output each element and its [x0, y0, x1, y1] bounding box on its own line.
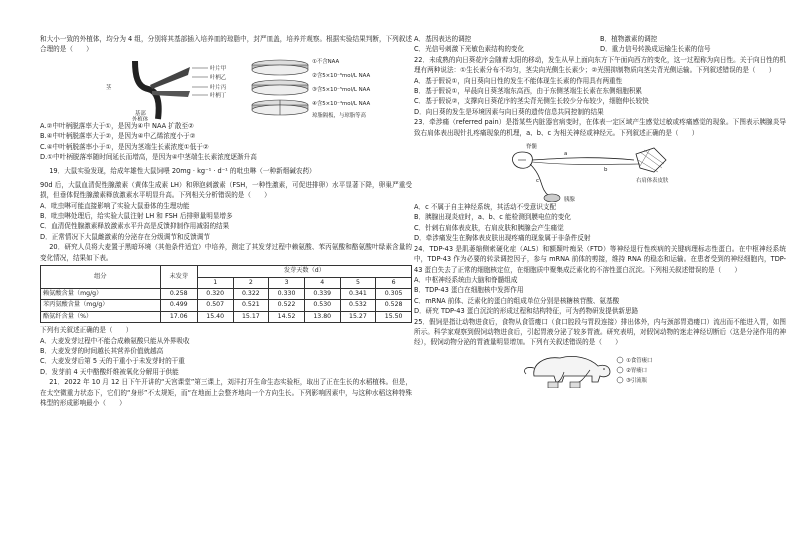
table-day: 4	[304, 277, 340, 288]
nerve-a-path	[532, 158, 634, 160]
legend-esophageal-fistula: ①食管瘘口	[626, 357, 653, 364]
table-days-header: 发芽天数（d）	[197, 266, 411, 277]
q25-stem: 25．假饲是指让动物进食后，食物从食管瘘口（食口腔段与胃段连接）排出体外，内与颈部胃造瘘口）流出而不能进入胃，如图所示。科学家观察到假饲动物进食后，引起胃液分泌了较多胃液。研究表明，对假饲动物的迷走神经切断后（这是分泌作用的神经），假饲动物分泌的胃液量明显增加。下列有关叙述错误的是（ ）	[414, 317, 786, 347]
q23-option-c: C．针刺右肩体表皮肤，右肩皮肤和胰腺会产生痛觉	[414, 223, 564, 232]
explant-figure	[40, 55, 412, 121]
q21-options-row-1	[414, 34, 786, 44]
sham-feeding-figure	[414, 348, 786, 388]
collection-bottle	[548, 382, 558, 388]
q22-option-b: B．基于假说①，早晨向日葵茎端东高西，由于东侧茎端生长素在东侧细胞积累	[414, 87, 643, 96]
q20-option-d: D．发芽前 4 天中酪酸纤维被氧化分解用于供能	[40, 367, 179, 376]
legend-drain-bottle: ③引流瓶	[626, 377, 648, 384]
label-dish-3: ③含5×10⁻⁵mol/L NAA	[312, 86, 371, 93]
q23-option-d: D．牵涉痛发生在胸体表皮肤出现疼痛的现象属于非条件反射	[414, 234, 591, 243]
q22-option-a: A．基于假说①，向日葵向日性的发生不能体现生长素的作用具有两重性	[414, 76, 623, 85]
table-day: 3	[269, 277, 305, 288]
sham-feeding-diagram	[414, 348, 786, 388]
q20-option-a: A．大麦发芽过程中不能合成赖氨酸只能从外界吸收	[40, 336, 190, 345]
table-row: 苯丙氨酸含量（mg/g） 0.499 0.507 0.521 0.522 0.530 0.532 0.528	[41, 300, 412, 311]
q24-option-d: D．研究 TDP-43 蛋白沉淀的形成过程和结构特征，可为药物研发提供新思路	[414, 307, 639, 316]
dish-group	[252, 60, 308, 115]
table-day: 6	[376, 277, 412, 288]
q19-option-b: B．吡虫啉处理后，给实验大鼠注射 LH 和 FSH 后排卵量明显增多	[40, 212, 233, 221]
q24-stem: 24．TDP-43 是肌萎缩侧索硬化症（ALS）和额颞叶痴呆（FTD）等神经退行性疾病的关键病理标志性蛋白。在中枢神经系统中，TDP-43 作为必要的转录调控因子，参与 mRNA 前体的剪接，维持 RNA 的稳态和运输。在患者受到的神经细胞内，TDP-43 蛋白失去了正常的细胞核定位，在细胞质中聚集成泛素化的不溶性蛋白沉淀。下列相关叙述错误的是（ ）	[414, 244, 786, 274]
q21-option-b: B．植物激素的调控	[600, 35, 658, 43]
q22-stem: 22．未成熟的向日葵花序会随着太阳的移动，发生从早上面向东方下午面向西方的变化，这一过程称为向日性。关于向日性的机理有两种说法：①生长素分布不均匀，茎尖向光侧生长素少；②光照抑制物质向茎尖背光侧运输。下列叙述错误的是（ ）	[414, 55, 786, 75]
left-column	[40, 34, 412, 408]
label-petiole-d: 叶柄丁	[210, 92, 227, 99]
label-skin: 右肩体表皮肤	[636, 178, 669, 185]
table-unsprouted-header: 未发芽	[160, 266, 197, 289]
q21-option-a: A．基因表达的调控	[414, 35, 472, 43]
label-a: a	[564, 151, 568, 158]
table-group-header: 组分	[41, 266, 161, 289]
table-day: 1	[197, 277, 233, 288]
label-leaf-a: 叶片甲	[210, 65, 227, 72]
label-dish-4: ④含5×10⁻⁴mol/L NAA	[312, 100, 371, 107]
label-explant: 外植体	[132, 116, 149, 121]
q19-option-d: D．正常情况下大鼠雌激素的分泌存在分级调节和反馈调节	[40, 232, 210, 241]
q20-option-c: C．大麦发芽后第 5 天的干重小于未发芽时的干重	[40, 357, 185, 366]
q19-option-a: A．吡虫啉可能直接影响了实验大鼠垂体的生理功能	[40, 201, 190, 210]
leaf-a-shape	[150, 67, 190, 89]
q21-option-c: C．光信号刺激下光敏色素结构的变化	[414, 45, 525, 54]
dog-shape	[534, 356, 610, 382]
nerve-b-path	[532, 162, 640, 165]
q24-option-a: A．中枢神经系统由大脑和脊髓组成	[414, 275, 518, 284]
q21-options-row-2	[414, 44, 786, 54]
q18-option-a: A.②中叶柄脱落率大于①，是因为④中 NAA 扩散至②	[40, 121, 194, 130]
nerve-c-path	[530, 164, 549, 196]
q21-option-d: D．重力信号转换成运输生长素的信号	[600, 45, 711, 54]
legend-gastric-fistula: ②胃瘘口	[626, 367, 648, 374]
q20-lead: 下列有关叙述正确的是（ ）	[40, 326, 133, 335]
q19-option-c: C．血清促性腺激素释放激素水平升高是反馈抑制作用减弱的结果	[40, 222, 230, 231]
q19-stem-a: 19．大鼠实验发现，给成年雄性大鼠饲喂 20mg · kg⁻¹ · d⁻¹ 的吡虫啉（一种新烟碱农药）	[49, 167, 316, 176]
table-row: 酪氨纤含量（%） 17.06 15.40 15.17 14.52 13.80 15.27 15.50	[41, 311, 412, 322]
q18-option-c: C.④中叶柄脱落率小于①，是因为茎端生长素浓度①低于②	[40, 142, 209, 151]
amino-acid-table	[40, 265, 412, 323]
label-dish-1: ①不含NAA	[312, 58, 340, 65]
q23-option-b: B．胰腺出现炎症时，a、b、c 能检测到膜电位的变化	[414, 213, 571, 222]
q18-intro: 和大小一致的外植体，均分为 4 组，分别将其基部插入培养皿的琼脂中，封严皿盖，培养并观察。根据实验结果判断，下列叙述合理的是（ ）	[40, 35, 412, 54]
label-spine: 脊髓	[526, 144, 537, 151]
q24-option-c: C．mRNA 前体、泛素化的蛋白的组成单位分别是核糖核苷酸、氨基酸	[414, 296, 620, 305]
label-base: 基部	[135, 110, 146, 117]
referred-pain-diagram	[414, 138, 786, 202]
q21-stem: 21．2022 年 10 月 12 日下午开讲的“天宫课堂”第三课上，刘洋打开生命生态实验柜，取出了正在生长的水稻植株。但是，在太空微重力状态下，它们的“身形”不太规矩，而“在地面上会整齐地向一个方向生长。下列影响因素中，与这种水稻这种特殊株型的形成影响最小（ ）	[40, 378, 412, 407]
table-row: 赖氨酸含量（mg/g） 0.258 0.320 0.322 0.330 0.339 0.341 0.305	[41, 288, 412, 299]
collection-bottle	[570, 382, 580, 388]
q20-stem: 20．研究人员将大麦置于黑暗环境（其他条件适宜）中培养，测定了其发芽过程中赖氨酸、苯丙氨酸和酪氨酸叶绿素含量的变化情况，结果如下表。	[40, 243, 412, 262]
q22-option-d: D．向日葵的发生是环境因素与向日葵的遗传信息共同控制的结果	[414, 107, 604, 116]
label-c: c	[536, 178, 539, 185]
explant-diagram	[40, 55, 412, 121]
label-leaf-c: 叶片丙	[210, 84, 227, 91]
q18-option-b: B.④中叶柄脱落率大于②，是因为④中乙烯浓度小于②	[40, 132, 196, 141]
table-day: 5	[340, 277, 376, 288]
q24-option-b: B．TDP-43 蛋白在细胞核中发挥作用	[414, 286, 524, 295]
label-agar: 琼脂隔板，与琼脂等高	[312, 112, 366, 119]
q22-option-c: C．基于假说②，支撑向日葵花序的茎尖背光侧生长较少分布较少，细胞伸长较快	[414, 97, 649, 106]
q20-option-b: B．大麦发芽的时间越长其营养价值就越高	[40, 346, 164, 355]
q23-option-a: A．c 不属于自主神经系统，其活动不受意识支配	[414, 203, 557, 212]
right-column	[414, 34, 786, 388]
table-day: 2	[233, 277, 269, 288]
label-stem: 茎	[106, 84, 112, 91]
label-petiole-b: 叶柄乙	[210, 74, 227, 81]
referred-pain-figure	[414, 138, 786, 202]
q19-stem-b: 90d 后，大鼠血清促性腺激素（黄体生成素 LH）和卵泡刺激素（FSH，一种性激素，可促进排卵）水平显著下降，卵巢严重受损，但垂体促性腺激素释放激素水平明显升高。下列相关分析错误的是（ ）	[40, 180, 412, 200]
label-dish-2: ②含5×10⁻⁶mol/L NAA	[312, 72, 371, 79]
q18-option-d: D.①中叶柄脱落率随时间延长而增高，是因为④中茎端生长素浓度逐渐升高	[40, 153, 257, 162]
q23-stem: 23．牵涉痛（referred pain）是指某些内脏器官病变时，在体表一定区域产生感觉过敏或疼痛感觉的现象。下图表示胰腺炎导致右肩体表出现针扎疼痛现象的机理，a、b、c 为相关神经或神经元。下列叙述正确的是（ ）	[414, 118, 786, 137]
pancreas-shape	[544, 194, 560, 202]
label-pancreas: 胰腺	[564, 197, 575, 203]
label-b: b	[604, 167, 608, 174]
